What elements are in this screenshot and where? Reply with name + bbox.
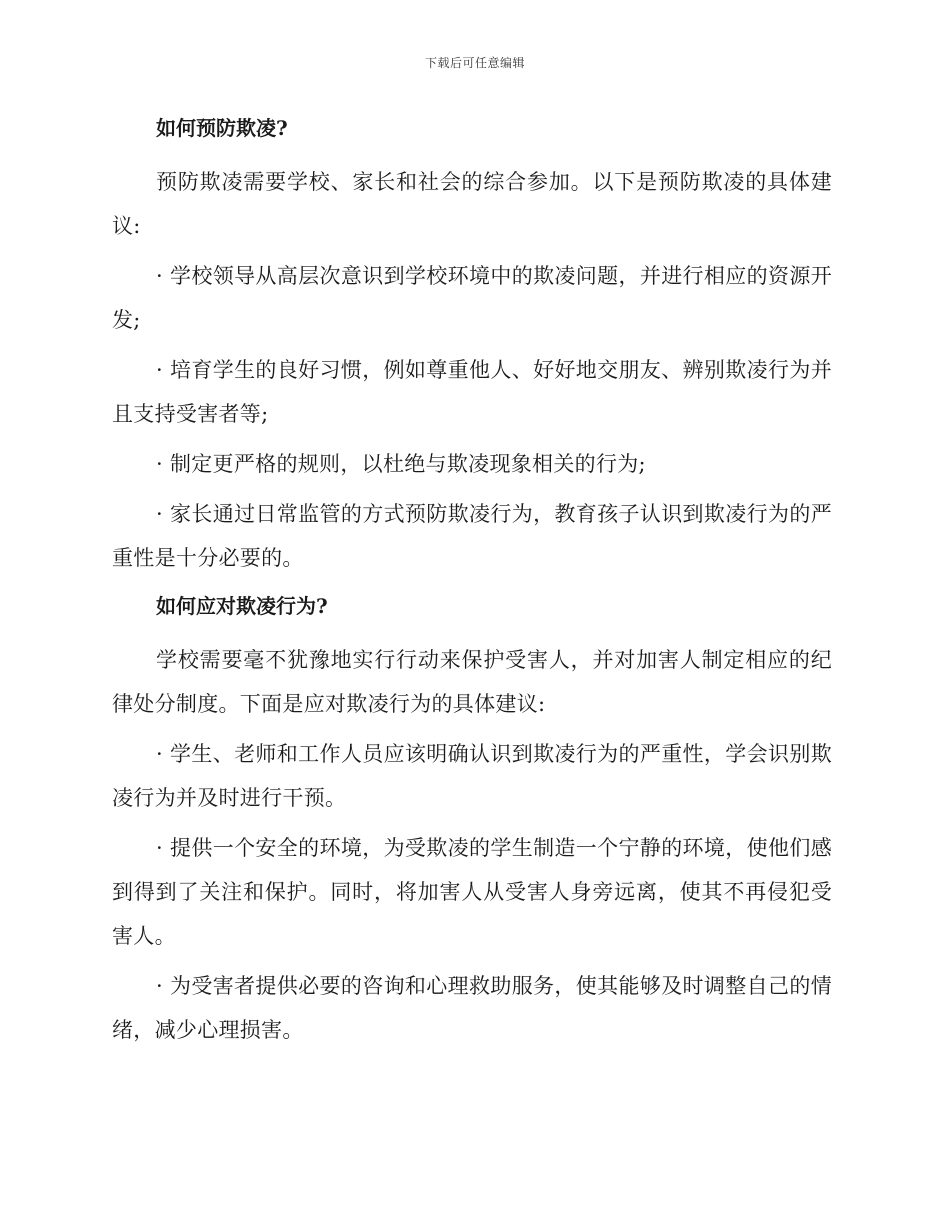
bullet-item: · 制定更严格的规则，以杜绝与欺凌现象相关的行为; (156, 452, 646, 476)
paragraph: 学校需要毫不犹豫地实行行动来保护受害人，并对加害人制定相应的纪律处分制度。下面是应对欺凌行为的具体建议: (112, 648, 832, 716)
section-heading: 如何预防欺凌? (156, 116, 288, 140)
bullet-item: · 培育学生的良好习惯，例如尊重他人、好好地交朋友、辨别欺凌行为并且支持受害者等; (112, 358, 832, 426)
paragraph: 预防欺凌需要学校、家长和社会的综合参加。以下是预防欺凌的具体建议: (112, 170, 832, 238)
bullet-item: · 为受害者提供必要的咨询和心理救助服务，使其能够及时调整自己的情绪，减少心理损害。 (112, 974, 832, 1042)
section-heading: 如何应对欺凌行为? (156, 594, 328, 618)
bullet-item: · 学校领导从高层次意识到学校环境中的欺凌问题，并进行相应的资源开发; (112, 264, 832, 332)
section-response (112, 586, 832, 1052)
section-prevention (112, 108, 832, 580)
bullet-item: · 学生、老师和工作人员应该明确认识到欺凌行为的严重性，学会识别欺凌行为并及时进行干预。 (112, 742, 832, 810)
page-header: 下载后可任意编辑 (424, 56, 525, 70)
bullet-item: · 提供一个安全的环境，为受欺凌的学生制造一个宁静的环境，使他们感到得到了关注和保护。同时，将加害人从受害人身旁远离，使其不再侵犯受害人。 (112, 836, 832, 948)
document-body (112, 108, 832, 1058)
bullet-item: · 家长通过日常监管的方式预防欺凌行为，教育孩子认识到欺凌行为的严重性是十分必要的。 (112, 502, 832, 570)
